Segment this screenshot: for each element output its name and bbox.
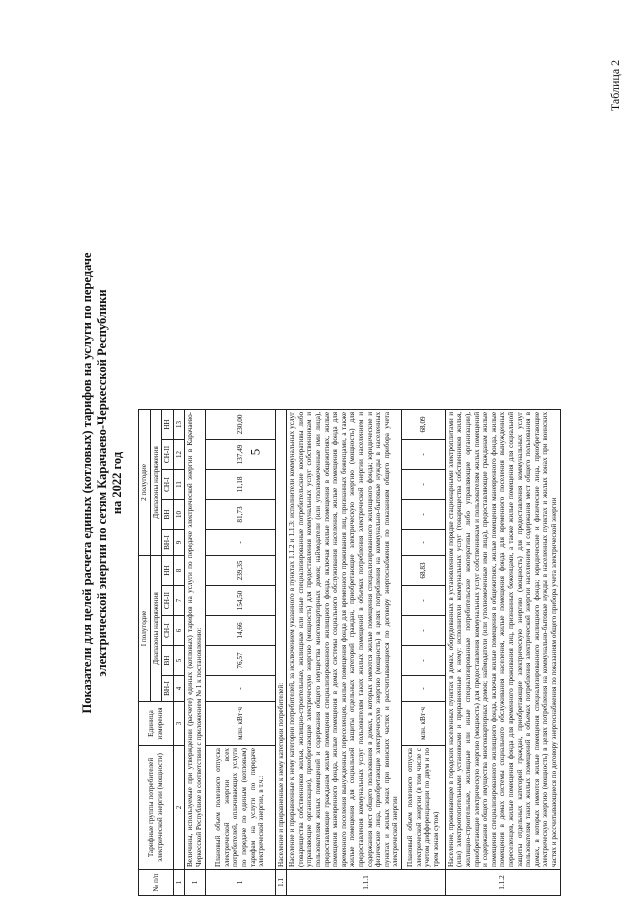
table-row <box>401 69 445 895</box>
cell: - <box>401 646 445 676</box>
cell: - <box>401 469 445 499</box>
cell: 239,35 <box>205 555 275 585</box>
cell: 68,09 <box>401 409 445 439</box>
cell: - <box>401 676 445 702</box>
colnum: 7 <box>173 586 185 616</box>
cell: - <box>205 529 275 555</box>
hdr-col: СН-II <box>162 586 174 616</box>
cell: - <box>401 529 445 555</box>
hdr-group: Тарифные группы потребителей электрической энергии (мощности) <box>139 746 174 870</box>
row-group: Плановый объем полезного отпуска электрической энергии (в том числе с учетом дифференциации по двум и по трем зонам суток) <box>401 746 445 870</box>
colnum: 2 <box>173 746 185 870</box>
row-num: 1.1 <box>275 870 287 896</box>
cell: 11,18 <box>205 469 275 499</box>
row-num: 1.1.2 <box>445 870 560 896</box>
page-number: 5 <box>247 448 263 456</box>
row-num: 1.1.1 <box>287 870 446 896</box>
title-line-2: электрической энергии по сетям Карачаево-Черкесской Республики <box>95 289 109 677</box>
cell: - <box>401 616 445 646</box>
hdr-col: ВН-I <box>162 529 174 555</box>
row-category: Население и приравненные к нему категории потребителей: <box>275 409 287 869</box>
hdr-num: № п/п <box>139 870 174 896</box>
hdr-col: СН-I <box>162 469 174 499</box>
cell: 154,50 <box>205 586 275 616</box>
row-group: Плановый объем полезного отпуска электрической энергии всех потребителей, оплачивающих услуги по передаче по единым (котловым) тарифам на услуги по передаче электрической энергии, в т.ч.: <box>205 746 275 870</box>
colnum: 8 <box>173 555 185 585</box>
rotated-content <box>80 64 610 902</box>
row-num: 1 <box>205 870 275 896</box>
hdr-ranges-2: Диапазоны напряжения <box>150 409 162 555</box>
hdr-half-1: I полугодие <box>139 555 151 701</box>
cell: - <box>401 586 445 616</box>
tariff-table: № п/п Тарифные группы потребителей электрической энергии (мощности) Единица измерения I полугодие 2 полугодие Диапазоны напряжения Диапазоны напряжения ВН-I ВН СН-I СН-II НН ВН-I ВН СН-I СН-II НН 1 2 3 4 5 6 7 8 9 10 11 12 13 1 Величины, используемые при утверждении (расчете) единых (котловых) тарифов на услуги по передаче электрической энергии в Карачаево-Черкесской Республике в соответствии с приложением № 1 к постановлению: 1 Плановый объем полезного отпуска электрической энергии всех потребителей, оплачивающих услуги по передаче по единым (котловым) тарифам на услуги по передаче электрической энергии, в т.ч.: млн. кВт·ч - 76,57 14,66 154,50 239,35 - 81,73 11,18 137,49 230,00 1.1 Население и приравненные к нему категории потребителей: 1.1.1 Население и приравненные к нему категории потребителей, за исключением указанного в пунктах 1.1.2 и 1.1.3: исполнители коммунальных услуг (товарищества собственников жилья, жилищно-строительные, жилищные или иные специализированные потребительские кооперативы либо управляющие организации), приобретающие электрическую энергию (мощность) для предоставления коммунальных услуг собственникам и пользователям жилых помещений и содержания общего имущества многоквартирных домов; наймодатели (или уполномоченные ими лица), предоставляющие гражданам жилые помещения специализированного жилищного фонда, включая жилые помещения в общежитиях, жилые помещения маневренного фонда, жилые помещения в домах системы социального обслуживания населения, жилые помещения фонда для временного поселения вынужденных переселенцев, жилые помещения фонда для временного проживания лиц, признанных беженцами, а также жилые помещения для социальной защиты отдельных категорий граждан, приобретающие электрическую энергию (мощность) для предоставления коммунальных услуг пользователям таких жилых помещений в объемах потребления электрической энергии населением и содержания мест общего пользования в домах, в которых имеются жилые помещения специализированного жилищного фонда; юридические и физические лица, приобретающие электрическую энергию (мощность) в целях потребления на коммунально-бытовые нужды в населенных пунктах и жилых зонах при воинских частях и рассчитывающиеся по договору энергоснабжения по показаниям общего прибора учета электрической энергии Плановый объем полезного отпуска электрической энергии (в том числе с учетом дифференциации по двум и по трем зонам суток) млн. кВт·ч - - - - 68,83 - - - - 68,09 1.1.2 Население, проживающее в городских населенных пунктах в домах, оборудованных в установленном порядке стационарными электроплитами и (или) электроотопительными установками и приравненные к нему: исполнители коммунальных услуг (товарищества собственников жилья, жилищно-строительные, жилищные или иные специализированные потребительские кооперативы либо управляющие организации), приобретающие электрическую энергию (мощность) для предоставления коммунальных услуг собственникам и пользователям жилых помещений и содержания общего имущества многоквартирных домов; наймодатели (или уполномоченные ими лица), предоставляющие гражданам жилые помещения специализированного жилищного фонда, включая жилые помещения в общежитиях, жилые помещения маневренного фонда, жилые помещения в домах системы социального обслуживания населения, жилые помещения фонда для временного поселения вынужденных переселенцев, жилые помещения фонда для временного проживания лиц, признанных беженцами, а также жилые помещения для социальной защиты отдельных категорий граждан, приобретающие электрическую энергию (мощность) для предоставления коммунальных услуг пользователям таких жилых помещений в объемах потребления электрической энергии населением и содержания мест общего пользования в домах, в которых имеются жилые помещения специализированного жилищного фонда; юридические и физические лица, приобретающие электрическую энергию (мощность) в целях потребления на коммунально-бытовые нужды в населенных пунктах и жилых зонах при воинских частях и рассчитывающиеся по договору энергоснабжения по показаниям общего прибора учета электрической энергии <box>138 69 561 896</box>
cell: - <box>205 676 275 702</box>
cell: 76,57 <box>205 646 275 676</box>
hdr-col: ВН <box>162 499 174 529</box>
colnum: 3 <box>173 702 185 746</box>
title-line-1: Показатели для целей расчета единых (котловых) тарифов на услуги по передаче <box>80 252 94 714</box>
hdr-col: СН-II <box>162 439 174 469</box>
colnum: 6 <box>173 616 185 646</box>
document-title <box>80 64 125 902</box>
colnum: 1 <box>173 870 185 896</box>
cell: - <box>401 499 445 529</box>
cell: 230,00 <box>205 409 275 439</box>
cell: 137,49 <box>205 439 275 469</box>
table-row <box>275 69 287 895</box>
table-row <box>287 69 402 895</box>
row-unit: млн. кВт·ч <box>205 702 275 746</box>
row-desc: Население, проживающее в городских населенных пунктах в домах, оборудованных в установленном порядке стационарными электроплитами и (или) электроотопительными установками и приравненные к нему: исполнители коммунальных услуг (товарищества собственников жилья, жилищно-строительные, жилищные или иные специализированные потребительские кооперативы либо управляющие организации), приобретающие электрическую энергию (мощность) для предоставления коммунальных услуг собственникам и пользователям жилых помещений и содержания общего имущества многоквартирных домов; наймодатели (или уполномоченные ими лица), предоставляющие гражданам жилые помещения специализированного жилищного фонда, включая жилые помещения в общежитиях, жилые помещения маневренного фонда, жилые помещения в домах системы социального обслуживания населения, жилые помещения фонда для временного поселения вынужденных переселенцев, жилые помещения фонда для временного проживания лиц, признанных беженцами, а также жилые помещения для социальной защиты отдельных категорий граждан, приобретающие электрическую энергию (мощность) для предоставления коммунальных услуг пользователям таких жилых помещений в объемах потребления электрической энергии населением и содержания мест общего пользования в домах, в которых имеются жилые помещения специализированного жилищного фонда; юридические и физические лица, приобретающие электрическую энергию (мощность) в целях потребления на коммунально-бытовые нужды в населенных пунктах и жилых зонах при воинских частях и рассчитывающиеся по договору энергоснабжения по показаниям общего прибора учета электрической энергии <box>445 409 560 869</box>
hdr-col: ВН-I <box>162 676 174 702</box>
colnum: 4 <box>173 676 185 702</box>
hdr-col: СН-I <box>162 616 174 646</box>
cell: 14,66 <box>205 616 275 646</box>
table-row <box>205 69 275 895</box>
title-line-3: на 2022 год <box>110 451 124 515</box>
row-desc: Население и приравненные к нему категории потребителей, за исключением указанного в пунктах 1.1.2 и 1.1.3: исполнители коммунальных услуг (товарищества собственников жилья, жилищно-строительные, жилищные или иные специализированные потребительские кооперативы либо управляющие организации), приобретающие электрическую энергию (мощность) для предоставления коммунальных услуг собственникам и пользователям жилых помещений и содержания общего имущества многоквартирных домов; наймодатели (или уполномоченные ими лица), предоставляющие гражданам жилые помещения специализированного жилищного фонда, включая жилые помещения в общежитиях, жилые помещения маневренного фонда, жилые помещения в домах системы социального обслуживания населения, жилые помещения фонда для временного поселения вынужденных переселенцев, жилые помещения фонда для временного проживания лиц, признанных беженцами, а также жилые помещения для социальной защиты отдельных категорий граждан, приобретающие электрическую энергию (мощность) для предоставления коммунальных услуг пользователям таких жилых помещений в объемах потребления электрической энергии населением и содержания мест общего пользования в домах, в которых имеются жилые помещения специализированного жилищного фонда; юридические и физические лица, приобретающие электрическую энергию (мощность) в целях потребления на коммунально-бытовые нужды в населенных пунктах и жилых зонах при воинских частях и рассчитывающиеся по договору энергоснабжения по показаниям общего прибора учета электрической энергии <box>287 409 402 869</box>
colnum: 12 <box>173 439 185 469</box>
row-intro: Величины, используемые при утверждении (расчете) единых (котловых) тарифов на услуги по передаче электрической энергии в Карачаево-Черкесской Республике в соответствии с приложением № 1 к постановлению: <box>185 409 205 869</box>
colnum: 5 <box>173 646 185 676</box>
hdr-unit: Единица измерения <box>139 702 174 746</box>
colnum: 10 <box>173 499 185 529</box>
row-unit: млн. кВт·ч <box>401 702 445 746</box>
table-row <box>445 69 560 895</box>
colnum: 11 <box>173 469 185 499</box>
hdr-ranges-1: Диапазоны напряжения <box>150 555 162 701</box>
colnum: 9 <box>173 529 185 555</box>
cell: 81,73 <box>205 499 275 529</box>
cell: 68,83 <box>401 555 445 585</box>
cell: - <box>401 439 445 469</box>
colnum: 13 <box>173 409 185 439</box>
hdr-half-2: 2 полугодие <box>139 409 151 555</box>
hdr-col: НН <box>162 409 174 439</box>
table-label: Таблица 2 <box>608 59 623 112</box>
hdr-col: ВН <box>162 646 174 676</box>
rotated-page <box>80 64 610 902</box>
hdr-col: НН <box>162 555 174 585</box>
